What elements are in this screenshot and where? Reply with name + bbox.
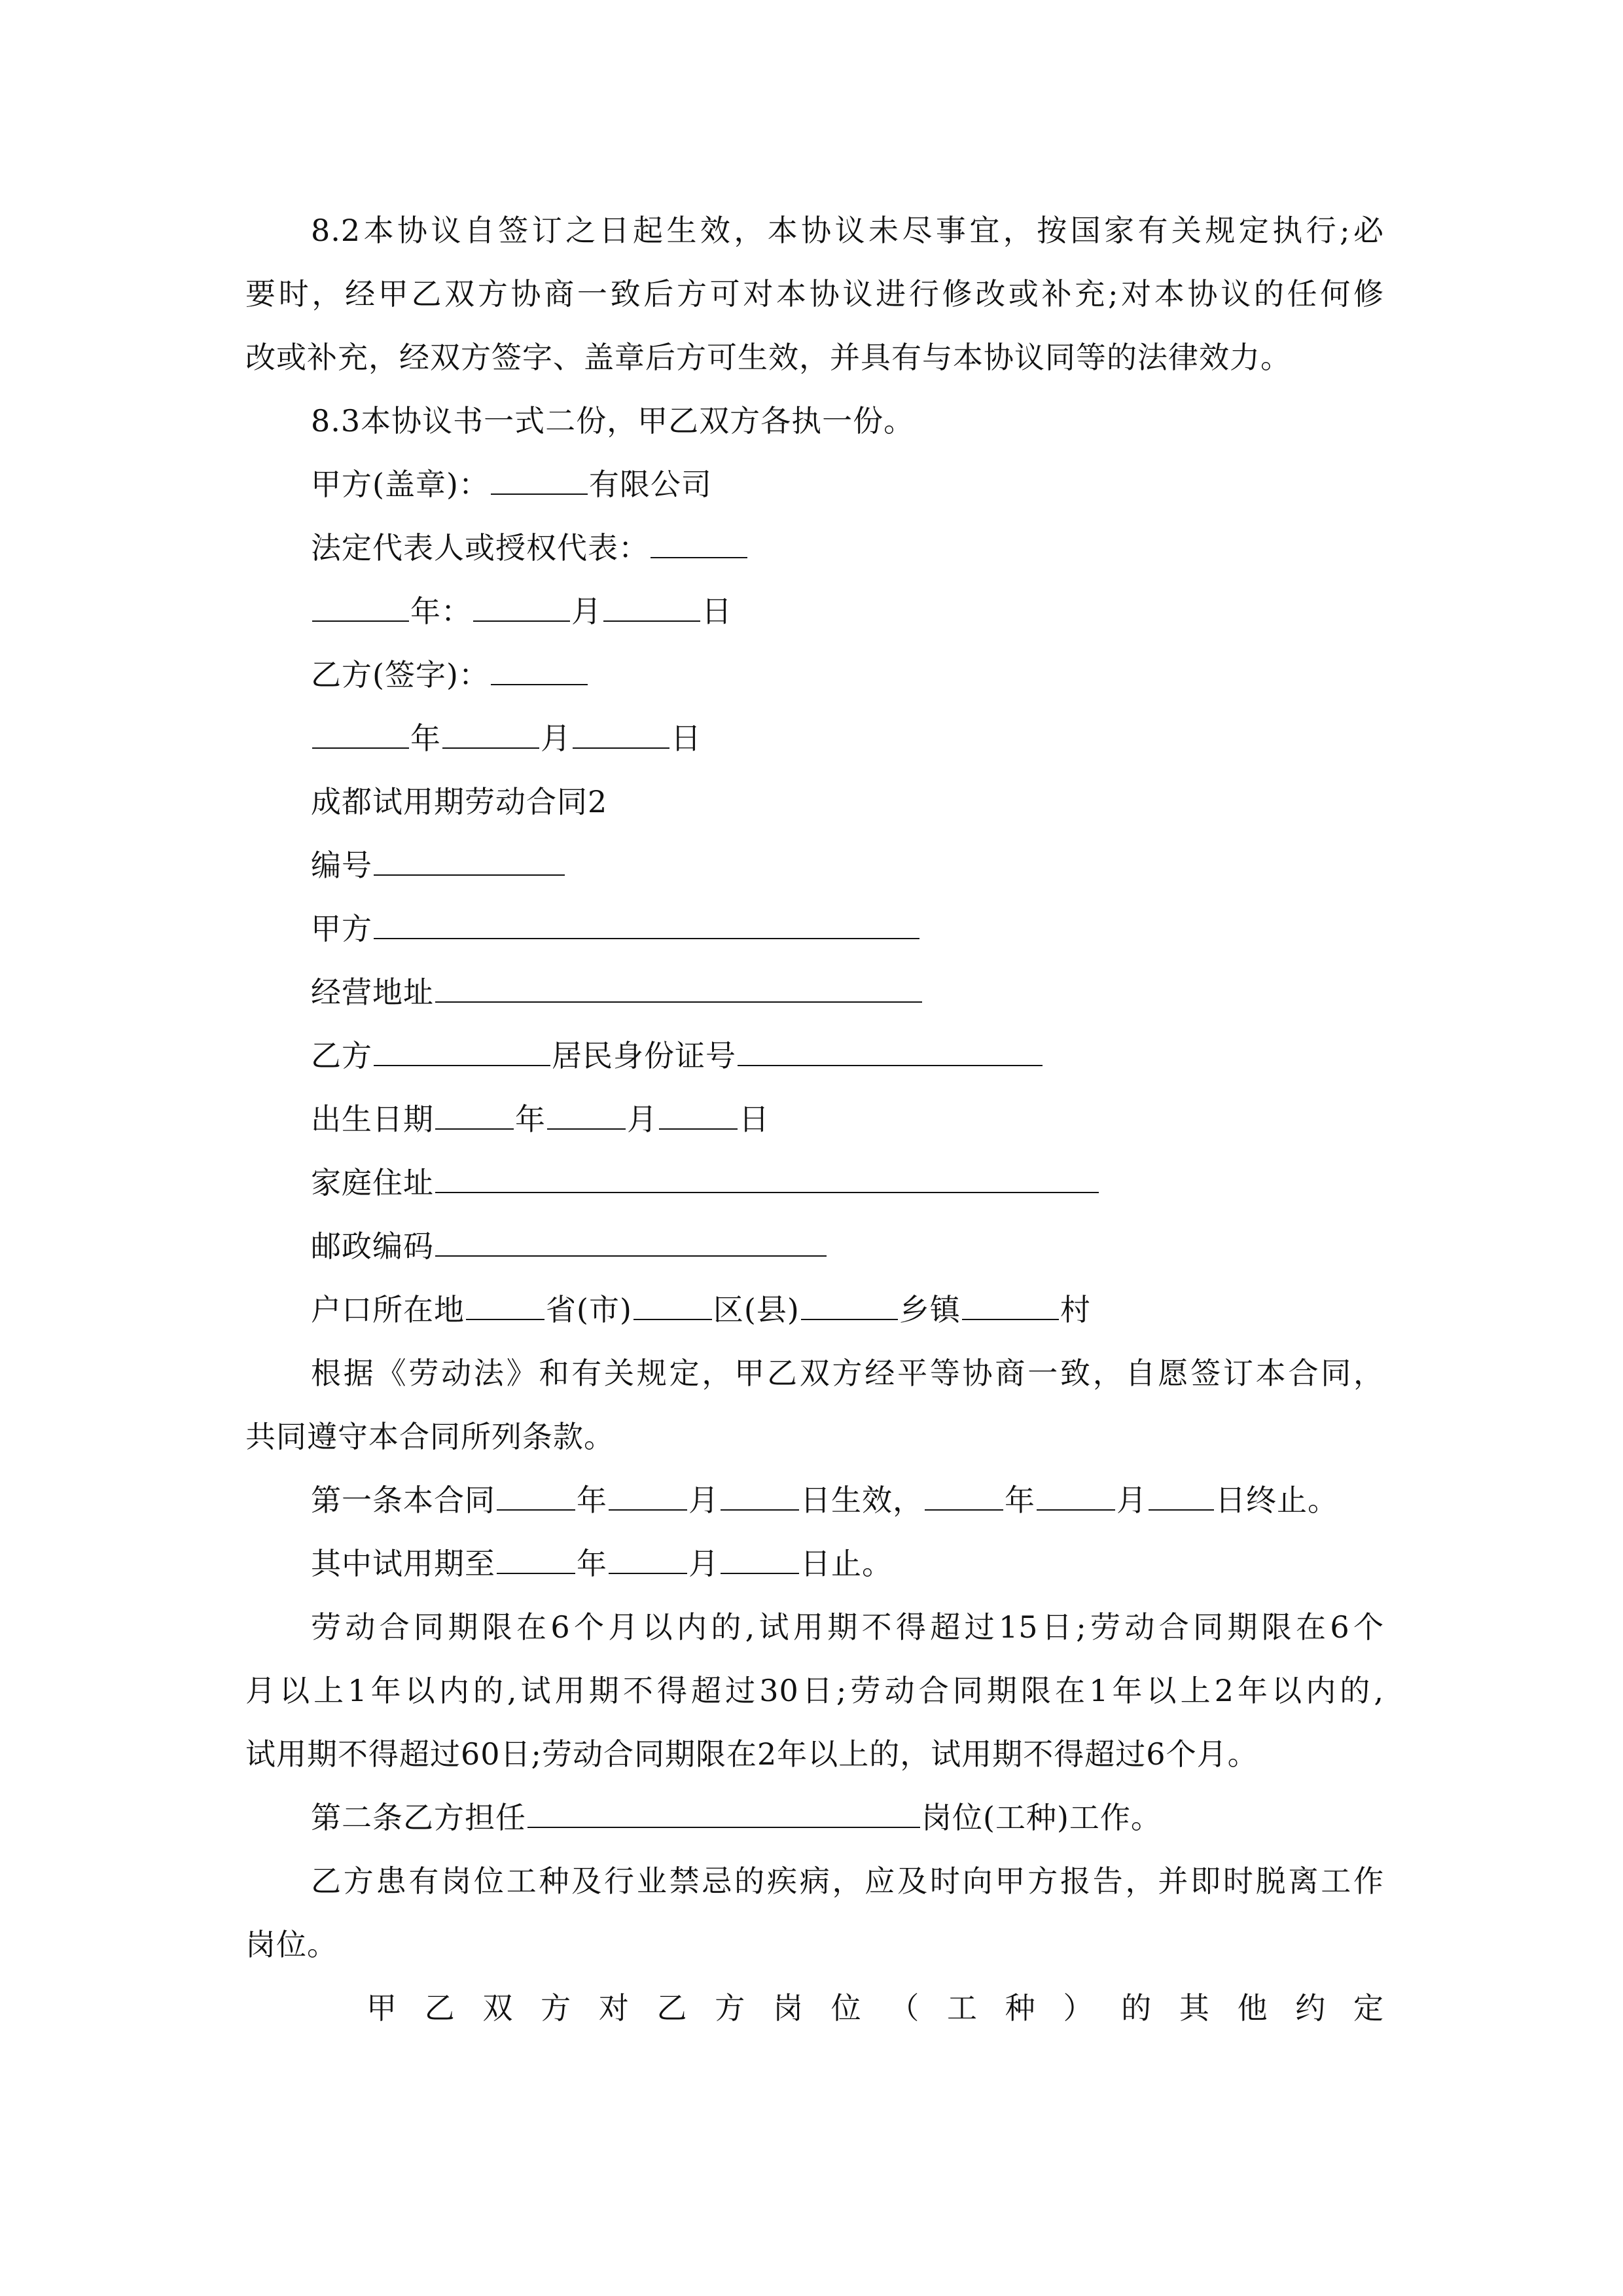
party-a-month-field[interactable] (473, 592, 570, 622)
month-label: 月 (688, 1546, 719, 1581)
party-a-seal-label: 甲方(盖章)： (311, 467, 490, 502)
postal-code-line (311, 1227, 828, 1266)
district-label: 区(县) (713, 1292, 800, 1327)
day-label: 日 (702, 594, 732, 629)
party-b-field[interactable] (374, 1036, 550, 1066)
end-year-field[interactable] (925, 1480, 1003, 1511)
clause-8-3: 8.3本协议书一式二份，甲乙双方各执一份。 (311, 403, 915, 439)
party-a-year-field[interactable] (312, 592, 409, 622)
other-agreement-line: 甲 乙 双 方 对 乙 方 岗 位 （ 工 种 ） 的 其 他 约 定 (366, 1990, 1384, 2026)
postal-code-field[interactable] (435, 1227, 827, 1257)
end-month-field[interactable] (1037, 1480, 1115, 1511)
legal-rep-label: 法定代表人或授权代表： (311, 530, 649, 565)
year-label: 年 (1005, 1482, 1035, 1518)
article-2-prefix: 第二条乙方担任 (311, 1800, 526, 1835)
month-label: 月 (541, 721, 571, 756)
legal-rep-line (311, 528, 749, 567)
party-b-line (311, 1036, 1044, 1075)
year-label: 年： (410, 594, 472, 629)
probation-rule-line-3: 试用期不得超过60日;劳动合同期限在2年以上的，试用期不得超过6个月。 (245, 1736, 1258, 1772)
party-b-day-field[interactable] (573, 719, 669, 749)
hukou-province-field[interactable] (466, 1290, 544, 1320)
contract-number-label: 编号 (311, 848, 372, 883)
party-b-month-field[interactable] (442, 719, 539, 749)
business-address-line (311, 973, 923, 1012)
end-day-field[interactable] (1149, 1480, 1214, 1511)
month-label: 月 (688, 1482, 719, 1518)
party-b-signature-field[interactable] (491, 655, 588, 685)
year-label: 年 (577, 1482, 607, 1518)
probation-rule-line-1: 劳动合同期限在6个月以内的,试用期不得超过15日;劳动合同期限在6个 (311, 1609, 1384, 1645)
birth-day-field[interactable] (659, 1100, 738, 1130)
disease-clause-line-1: 乙方患有岗位工种及行业禁忌的疾病，应及时向甲方报告，并即时脱离工作 (311, 1863, 1384, 1899)
day-label: 日 (739, 1102, 770, 1137)
start-month-field[interactable] (609, 1480, 687, 1511)
party-a-line (311, 909, 921, 948)
province-label: 省(市) (546, 1292, 632, 1327)
town-label: 乡镇 (899, 1292, 961, 1327)
birth-date-label: 出生日期 (311, 1102, 434, 1137)
article-2-line (311, 1798, 1162, 1837)
birth-month-field[interactable] (547, 1100, 626, 1130)
probation-month-field[interactable] (609, 1544, 687, 1574)
business-address-label: 经营地址 (311, 975, 434, 1010)
home-address-line (311, 1163, 1100, 1202)
contract-number-line (311, 846, 566, 885)
end-label: 日止。 (800, 1546, 893, 1581)
start-day-field[interactable] (721, 1480, 799, 1511)
home-address-label: 家庭住址 (311, 1165, 434, 1200)
party-a-day-field[interactable] (603, 592, 700, 622)
birth-year-field[interactable] (435, 1100, 514, 1130)
year-label: 年 (577, 1546, 607, 1581)
termination-label: 日终止。 (1215, 1482, 1338, 1518)
clause-8-2-line-2: 要时，经甲乙双方协商一致后方可对本协议进行修改或补充;对本协议的任何修 (245, 276, 1384, 312)
probation-day-field[interactable] (721, 1544, 799, 1574)
month-label: 月 (627, 1102, 658, 1137)
hukou-district-field[interactable] (633, 1290, 712, 1320)
clause-8-2-line-1: 8.2本协议自签订之日起生效，本协议未尽事宜，按国家有关规定执行;必 (311, 213, 1384, 248)
party-b-label: 乙方 (311, 1038, 372, 1073)
preamble-line-2: 共同遵守本合同所列条款。 (245, 1419, 615, 1454)
business-address-field[interactable] (435, 973, 922, 1003)
month-label: 月 (1116, 1482, 1147, 1518)
effective-label: 日生效， (800, 1482, 923, 1518)
id-number-field[interactable] (738, 1036, 1043, 1066)
party-b-year-field[interactable] (312, 719, 409, 749)
hukou-village-field[interactable] (962, 1290, 1059, 1320)
year-label: 年 (410, 721, 441, 756)
preamble-line-1: 根据《劳动法》和有关规定，甲乙双方经平等协商一致，自愿签订本合同， (311, 1355, 1384, 1391)
party-a-field[interactable] (374, 909, 919, 939)
birth-date-line (311, 1100, 770, 1139)
party-a-suffix: 有限公司 (588, 467, 712, 502)
article-1-prefix: 第一条本合同 (311, 1482, 495, 1518)
probation-prefix: 其中试用期至 (311, 1546, 495, 1581)
party-a-date-line (311, 592, 732, 631)
year-label: 年 (515, 1102, 546, 1137)
party-b-date-line (311, 719, 702, 758)
clause-8-2-line-3: 改或补充，经双方签字、盖章后方可生效，并具有与本协议同等的法律效力。 (245, 340, 1291, 375)
party-a-seal-line (311, 465, 712, 504)
id-number-label: 居民身份证号 (552, 1038, 736, 1073)
village-label: 村 (1060, 1292, 1091, 1327)
home-address-field[interactable] (435, 1163, 1099, 1193)
party-b-sign-label: 乙方(签字)： (311, 657, 490, 692)
position-field[interactable] (527, 1798, 920, 1828)
party-a-label: 甲方 (311, 911, 372, 946)
party-b-sign-line (311, 655, 589, 694)
day-label: 日 (671, 721, 702, 756)
contract-title: 成都试用期劳动合同2 (311, 784, 608, 819)
disease-clause-line-2: 岗位。 (245, 1927, 338, 1962)
hukou-line (311, 1290, 1091, 1329)
contract-number-field[interactable] (374, 846, 565, 876)
probation-year-field[interactable] (497, 1544, 575, 1574)
postal-code-label: 邮政编码 (311, 1229, 434, 1264)
hukou-label: 户口所在地 (311, 1292, 465, 1327)
party-a-name-field[interactable] (491, 465, 588, 495)
hukou-town-field[interactable] (801, 1290, 898, 1320)
probation-rule-line-2: 月以上1年以内的,试用期不得超过30日;劳动合同期限在1年以上2年以内的, (245, 1673, 1384, 1708)
probation-line (311, 1544, 893, 1583)
article-1-line (311, 1480, 1338, 1520)
article-2-suffix: 岗位(工种)工作。 (921, 1800, 1162, 1835)
start-year-field[interactable] (497, 1480, 575, 1511)
month-label: 月 (571, 594, 602, 629)
legal-rep-field[interactable] (651, 528, 747, 558)
